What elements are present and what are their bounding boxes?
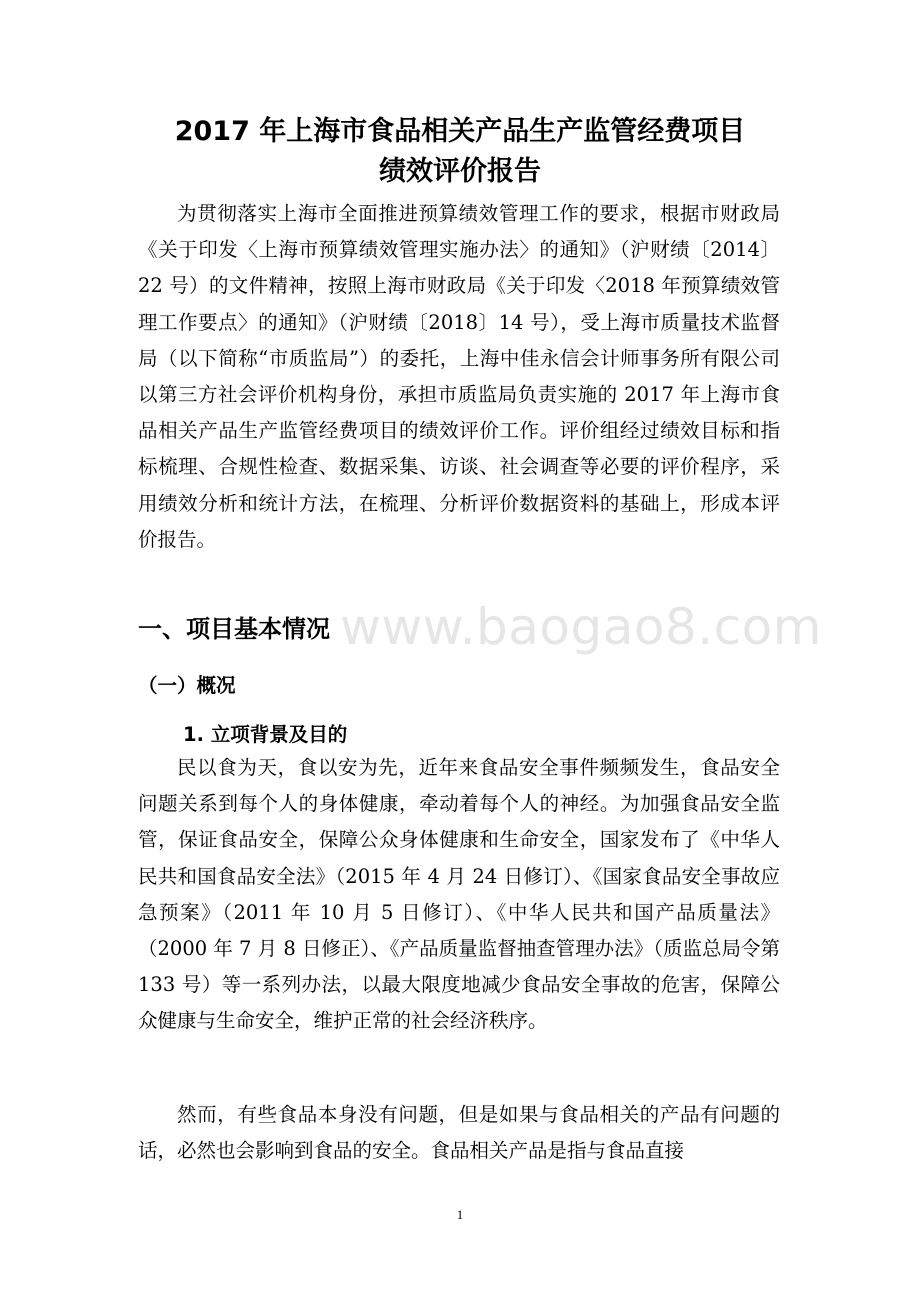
document-title-line-2: 绩效评价报告 — [379, 156, 541, 187]
watermark: www.baogao8.com — [340, 598, 822, 656]
document-title-line-1: 2017 年上海市食品相关产品生产监管经费项目 — [174, 116, 746, 147]
page-number: 1 — [456, 1207, 464, 1222]
subsection-heading: （一）概况 — [138, 674, 236, 697]
item-heading: 1. 立项背景及目的 — [183, 723, 348, 746]
section-heading: 一、项目基本情况 — [138, 615, 330, 643]
body-paragraph-background: 民以食为天，食以安为先，近年来食品安全事件频频发生，食品安全问题关系到每个人的身体健康，牵动着每个人的神经。为加强食品安全监管，保证食品安全，保障公众身体健康和生命安全，国家发布了《中华人民共和国食品安全法》（2015 年 4 月 24 日修订）、《国家食品安全事故应急预案》（2011 年 10 月 5 日修订）、《中华人民共和国产品质量法》（2000 年 7 月 8 日修正）、《产品质量监督抽查管理办法》（质监总局令第 133 号）等一系列办法，以最大限度地减少食品安全事故的危害，保障公众健康与生命安全，维护正常的社会经济秩序。 — [138, 756, 780, 1033]
intro-paragraph: 为贯彻落实上海市全面推进预算绩效管理工作的要求，根据市财政局《关于印发〈上海市预算绩效管理实施办法〉的通知》（沪财绩〔2014〕22 号）的文件精神，按照上海市财政局《关于印发〈2018 年预算绩效管理工作要点〉的通知》（沪财绩〔2018〕14 号），受上海市质量技术监督局（以下简称“市质监局”）的委托，上海中佳永信会计师事务所有限公司以第三方社会评价机构身份，承担市质监局负责实施的 2017 年上海市食品相关产品生产监管经费项目的绩效评价工作。评价组经过绩效目标和指标梳理、合规性检查、数据采集、访谈、社会调查等必要的评价程序，采用绩效分析和统计方法，在梳理、分析评价数据资料的基础上，形成本评价报告。 — [138, 202, 780, 551]
body-paragraph-continued: 然而，有些食品本身没有问题，但是如果与食品相关的产品有问题的话，必然也会影响到食品的安全。食品相关产品是指与食品直接 — [138, 1103, 780, 1163]
